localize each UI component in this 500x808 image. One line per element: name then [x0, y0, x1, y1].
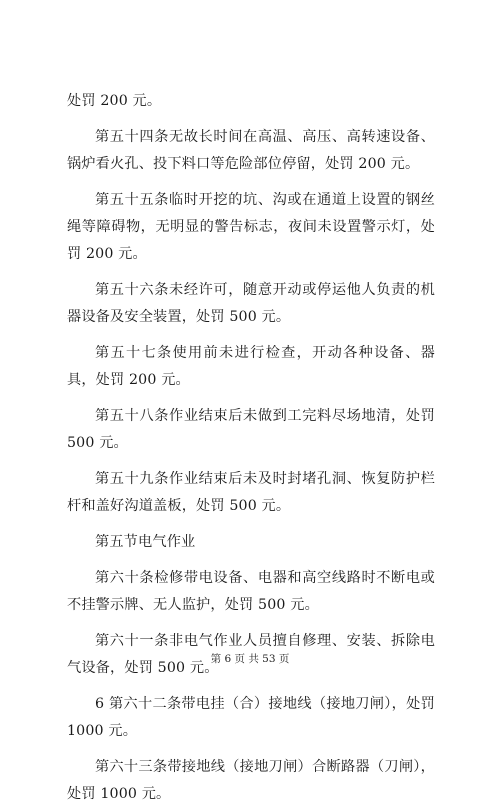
article-60: 第六十条检修带电设备、电器和高空线路时不断电或不挂警示牌、无人监护，处罚 500 元。 [67, 570, 435, 613]
article-55: 第五十五条临时开挖的坑、沟或在通道上设置的钢丝绳等障碍物，无明显的警告标志，夜间未设置警示灯，处罚 200 元。 [67, 192, 435, 262]
article-58: 第五十八条作业结束后未做到工完料尽场地清，处罚 500 元。 [67, 408, 435, 451]
article-59: 第五十九条作业结束后未及时封堵孔洞、恢复防护栏杆和盖好沟道盖板，处罚 500 元。 [67, 471, 435, 514]
article-57: 第五十七条使用前未进行检查，开动各种设备、器具，处罚 200 元。 [67, 345, 435, 388]
document-body [67, 88, 435, 808]
article-56: 第五十六条未经许可，随意开动或停运他人负责的机器设备及安全装置，处罚 500 元。 [67, 282, 435, 325]
article-62: 6 第六十二条带电挂（合）接地线（接地刀闸），处罚 1000 元。 [67, 696, 435, 739]
section-heading: 第五节电气作业 [95, 534, 196, 550]
article-63: 第六十三条带接地线（接地刀闸）合断路器（刀闸），处罚 1000 元。 [67, 759, 435, 802]
page-footer: 第 6 页 共 53 页 [210, 653, 290, 665]
article-54: 第五十四条无故长时间在高温、高压、高转速设备、锅炉看火孔、投下料口等危险部位停留，处罚 200 元。 [67, 129, 435, 172]
paragraph-continuation: 处罚 200 元。 [67, 93, 162, 109]
article-61: 第六十一条非电气作业人员擅自修理、安装、拆除电气设备，处罚 500 元。 [67, 633, 435, 676]
